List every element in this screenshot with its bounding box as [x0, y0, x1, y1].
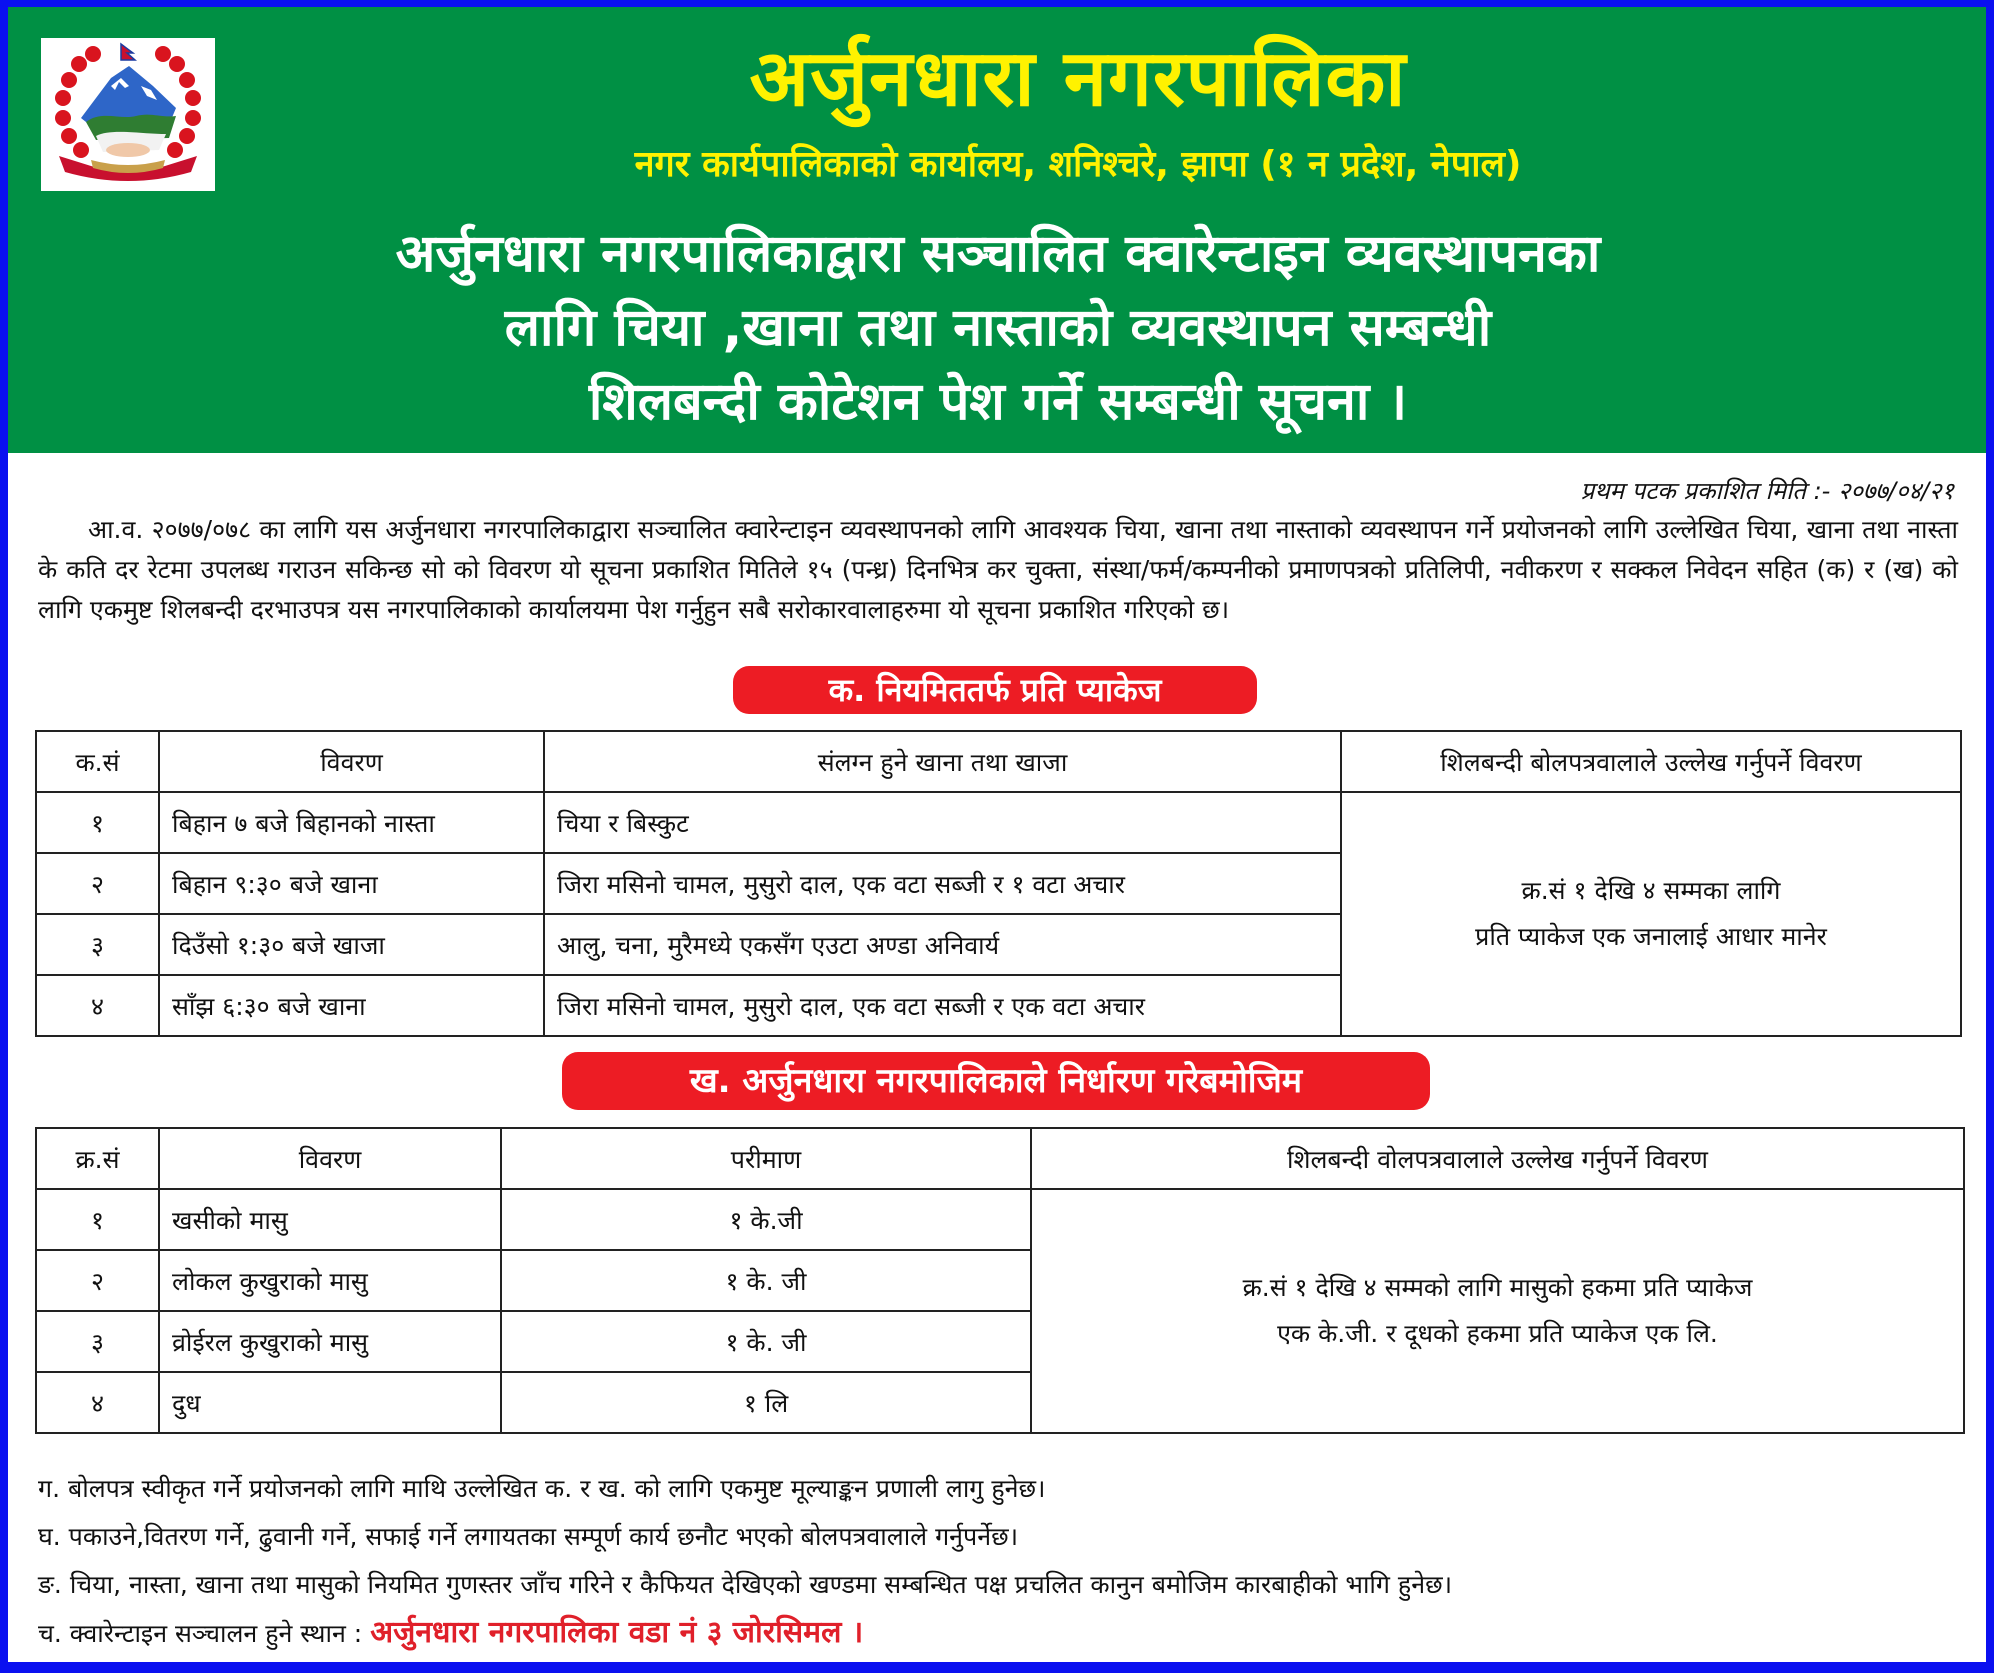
column-header: विवरण — [159, 1128, 501, 1189]
quantity-cell: १ के. जी — [501, 1250, 1031, 1311]
header-banner — [8, 7, 1986, 453]
section-b-label: ख. अर्जुनधारा नगरपालिकाले निर्धारण गरेबमोजिम — [562, 1052, 1430, 1110]
bidder-detail-cell — [1341, 792, 1961, 1036]
items-cell: चिया र बिस्कुट — [544, 792, 1341, 853]
items-cell: जिरा मसिनो चामल, मुसुरो दाल, एक वटा सब्जी र १ वटा अचार — [544, 853, 1341, 914]
serial-cell: ४ — [36, 975, 159, 1036]
regular-package-table — [35, 730, 1962, 1037]
bidder-note-line: प्रति प्याकेज एक जनालाई आधार मानेर — [1475, 922, 1827, 951]
headline-line: शिलबन्दी कोटेशन पेश गर्ने सम्बन्धी सूचना । — [588, 372, 1408, 432]
quantity-cell: १ के. जी — [501, 1311, 1031, 1372]
table-row — [36, 792, 1961, 853]
items-cell: आलु, चना, मुरैमध्ये एकसँग एउटा अण्डा अनिवार्य — [544, 914, 1341, 975]
description-cell: व्रोईरल कुखुराको मासु — [159, 1311, 501, 1372]
table-header-row — [36, 1128, 1964, 1189]
serial-cell: २ — [36, 1250, 159, 1311]
note-gha: घ. पकाउने,वितरण गर्ने, ढुवानी गर्ने, सफाई गर्ने लगायतका सम्पूर्ण कार्य छनौट भएको बोलपत्रवालाले गर्नुपर्नेछ। — [38, 1522, 1019, 1551]
notice-headline — [88, 217, 1908, 439]
headline-line: अर्जुनधारा नगरपालिकाद्वारा सञ्चालित क्वारेन्टाइन व्यवस्थापनका — [395, 224, 1601, 284]
description-cell: लोकल कुखुराको मासु — [159, 1250, 501, 1311]
description-cell: बिहान ९:३० बजे खाना — [159, 853, 544, 914]
description-cell: बिहान ७ बजे बिहानको नास्ता — [159, 792, 544, 853]
serial-cell: २ — [36, 853, 159, 914]
bidder-note-line: एक के.जी. र दूधको हकमा प्रति प्याकेज एक लि. — [1277, 1319, 1718, 1348]
description-cell: साँझ ६:३० बजे खाना — [159, 975, 544, 1036]
municipality-title: अर्जुनधारा नगरपालिका — [749, 34, 1407, 124]
note-ga: ग. बोलपत्र स्वीकृत गर्ने प्रयोजनको लागि माथि उल्लेखित क. र ख. को लागि एकमुष्ट मूल्याङ्कन प्रणाली लागु हुनेछ। — [38, 1474, 1046, 1503]
column-header: संलग्न हुने खाना तथा खाजा — [544, 731, 1341, 792]
section-a-label: क. नियमिततर्फ प्रति प्याकेज — [733, 666, 1257, 714]
headline-line: लागि चिया ,खाना तथा नास्ताको व्यवस्थापन सम्बन्धी — [504, 298, 1492, 358]
description-cell: खसीको मासु — [159, 1189, 501, 1250]
serial-cell: ३ — [36, 914, 159, 975]
column-header: परीमाण — [501, 1128, 1031, 1189]
intro-paragraph: आ.व. २०७७/०७८ का लागि यस अर्जुनधारा नगरपालिकाद्वारा सञ्चालित क्वारेन्टाइन व्यवस्थापनको लागि आवश्यक चिया, खाना तथा नास्ताको व्यवस्थापन गर्ने प्रयोजनको लागि उल्लेखित चिया, खाना तथा नास्ता के कति दर रेटमा उपलब्ध गराउन सकिन्छ सो को विवरण यो सूचना प्रकाशित मितिले १५ (पन्ध्र) दिनभित्र कर चुक्ता, संस्था/फर्म/कम्पनीको प्रमाणपत्रको प्रतिलिपी, नवीकरण र सक्कल निवेदन सहित (क) र (ख) को लागि एकमुष्ट शिलबन्दी दरभाउपत्र यस नगरपालिकाको कार्यालयमा पेश गर्नुहुन सबै सरोकारवालाहरुमा यो सूचना प्रकाशित गरिएको छ। — [38, 515, 1958, 624]
items-cell: जिरा मसिनो चामल, मुसुरो दाल, एक वटा सब्जी र एक वटा अचार — [544, 975, 1341, 1036]
table-header-row — [36, 731, 1961, 792]
column-header: क.सं — [36, 731, 159, 792]
publication-date — [1581, 474, 1954, 507]
quantity-cell: १ लि — [501, 1372, 1031, 1433]
serial-cell: ४ — [36, 1372, 159, 1433]
description-cell: दिउँसो १:३० बजे खाजा — [159, 914, 544, 975]
column-header: क्र.सं — [36, 1128, 159, 1189]
serial-cell: ३ — [36, 1311, 159, 1372]
table-row — [36, 1189, 1964, 1250]
serial-cell: १ — [36, 792, 159, 853]
quarantine-location: अर्जुनधारा नगरपालिका वडा नं ३ जोरसिमल । — [370, 1615, 864, 1650]
municipality-determined-table — [35, 1127, 1965, 1434]
nepal-coat-of-arms-icon — [41, 38, 215, 191]
bidder-note-line: क्र.सं १ देखि ४ सम्मका लागि — [1521, 876, 1781, 905]
bidder-note-line: क्र.सं १ देखि ४ सम्मको लागि मासुको हकमा प्रति प्याकेज — [1242, 1273, 1753, 1302]
column-header: विवरण — [159, 731, 544, 792]
description-cell: दुध — [159, 1372, 501, 1433]
note-cha — [38, 1609, 1958, 1658]
serial-cell: १ — [36, 1189, 159, 1250]
quantity-cell: १ के.जी — [501, 1189, 1031, 1250]
quarantine-location-label: च. क्वारेन्टाइन सञ्चालन हुने स्थान : — [38, 1619, 363, 1648]
note-nga: ङ. चिया, नास्ता, खाना तथा मासुको नियमित गुणस्तर जाँच गरिने र कैफियत देखिएको खण्डमा सम्बन्धित पक्ष प्रचलित कानुन बमोजिम कारबाहीको भागि हुनेछ। — [38, 1570, 1453, 1599]
publication-date-value: २०७७/०४/२१ — [1837, 477, 1954, 505]
column-header: शिलबन्दी वोलपत्रवालाले उल्लेख गर्नुपर्ने विवरण — [1031, 1128, 1964, 1189]
column-header: शिलबन्दी बोलपत्रवालाले उल्लेख गर्नुपर्ने विवरण — [1341, 731, 1961, 792]
notes-list — [38, 1465, 1958, 1658]
office-address: नगर कार्यपालिकाको कार्यालय, शनिश्चरे, झापा (१ न प्रदेश, नेपाल) — [634, 144, 1522, 185]
bidder-detail-cell — [1031, 1189, 1964, 1433]
publication-date-label: प्रथम पटक प्रकाशित मिति :- — [1580, 477, 1831, 505]
